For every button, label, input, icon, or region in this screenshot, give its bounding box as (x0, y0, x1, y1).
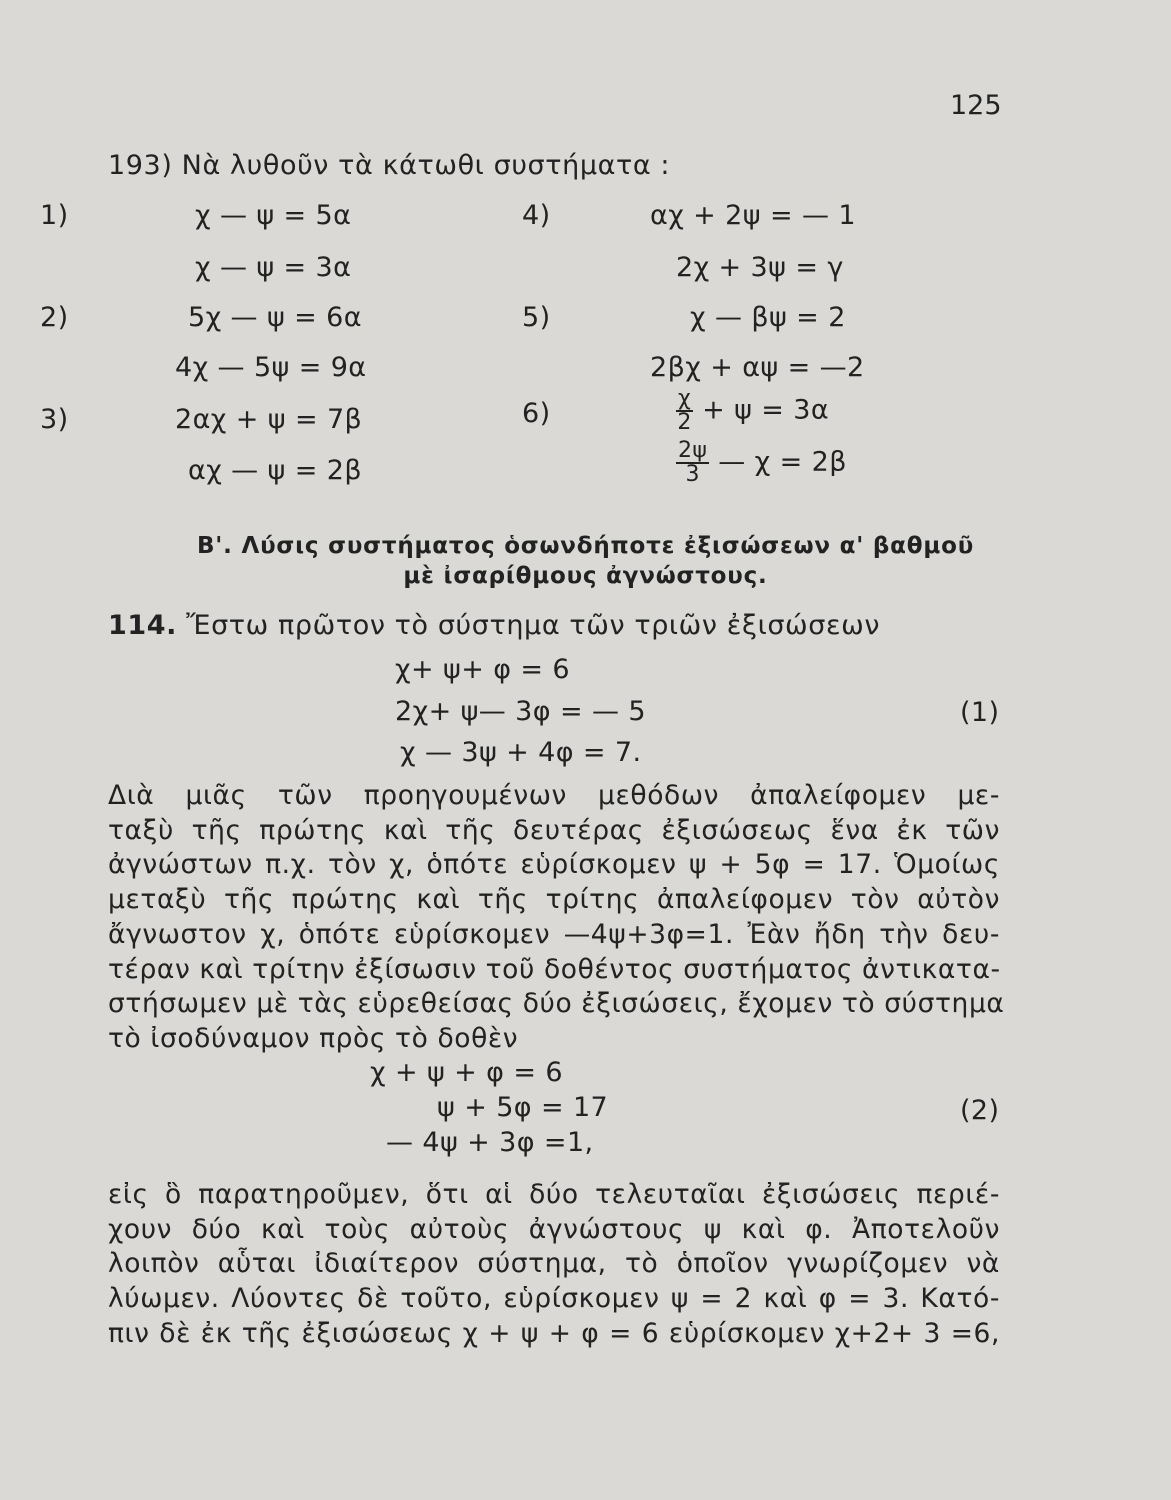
system-equation: 5χ — ψ = 6α (188, 302, 362, 333)
system-label: 5) (522, 302, 551, 333)
system-equation-fraction (676, 388, 829, 434)
paragraph-1 (108, 779, 1005, 1057)
system-equation: 2χ + 3ψ = γ (676, 252, 844, 283)
article-number: 114. (108, 610, 178, 641)
fraction (676, 440, 709, 486)
exercise-title: 193) Νὰ λυθοῦν τὰ κάτωθι συστήματα : (108, 150, 671, 181)
paragraph-line: μεταξὺ τῆς πρώτης καὶ τῆς τρίτης ἀπαλείφομεν τὸν αὐτὸν (108, 884, 1000, 916)
fraction-numerator: 2ψ (678, 438, 708, 463)
system-label: 2) (40, 302, 69, 333)
system-equation: χ — ψ = 5α (195, 200, 352, 231)
system-equation: 2αχ + ψ = 7β (175, 404, 363, 435)
fraction (676, 388, 693, 434)
article-intro (108, 610, 880, 641)
system1-label: (1) (960, 697, 1000, 728)
paragraph-line: πιν δὲ ἐκ τῆς ἐξισώσεως χ + ψ + φ = 6 εὑρίσκομεν χ+2+ 3 =6, (108, 1317, 1000, 1349)
paragraph-line: ταξὺ τῆς πρώτης καὶ τῆς δευτέρας ἐξισώσεως ἕνα ἐκ τῶν (108, 814, 1000, 846)
system-label: 1) (40, 200, 69, 231)
system1-equation: χ — 3ψ + 4φ = 7. (400, 737, 642, 768)
system-label: 6) (522, 398, 551, 429)
system-equation: 4χ — 5ψ = 9α (175, 352, 367, 383)
system-equation: χ — βψ = 2 (690, 302, 846, 333)
fraction-denominator: 2 (677, 410, 692, 435)
paragraph-line: εἰς ὃ παρατηροῦμεν, ὅτι αἱ δύο τελευταῖαι ἐξισώσεις περιέ- (108, 1179, 1000, 1210)
section-heading-line2: μὲ ἰσαρίθμους ἀγνώστους. (403, 563, 768, 589)
system1-equation: χ+ ψ+ φ = 6 (395, 654, 570, 685)
paragraph-line: λοιπὸν αὗται ἰδιαίτερον σύστημα, τὸ ὁποῖον γνωρίζομεν νὰ (108, 1248, 1000, 1280)
equation-rest: — χ = 2β (718, 446, 847, 478)
system-equation: χ — ψ = 3α (195, 252, 352, 283)
paragraph-line: χουν δύο καὶ τοὺς αὐτοὺς ἀγνώστους ψ καὶ φ. Ἀποτελοῦν (108, 1213, 1000, 1245)
paragraph-line: Διὰ μιᾶς τῶν προηγουμένων μεθόδων ἀπαλείφομεν με- (108, 780, 1000, 811)
page-number: 125 (950, 90, 1002, 121)
system2-equation: χ + ψ + φ = 6 (370, 1057, 563, 1088)
system1-equation: 2χ+ ψ— 3φ = — 5 (395, 696, 646, 727)
paragraph-2 (108, 1178, 1000, 1352)
system-equation: αχ — ψ = 2β (188, 455, 362, 486)
system-label: 4) (522, 200, 551, 231)
system-equation: 2βχ + αψ = —2 (650, 352, 865, 383)
system-label: 3) (40, 404, 69, 435)
section-heading-line1: Β'. Λύσις συστήματος ὁσωνδήποτε ἐξισώσεων α' βαθμοῦ (196, 533, 975, 559)
paragraph-line: λύωμεν. Λύοντες δὲ τοῦτο, εὑρίσκομεν ψ = 2 καὶ φ = 3. Κατό- (108, 1283, 1000, 1315)
paragraph-line: ἄγνωστον χ, ὁπότε εὑρίσκομεν —4ψ+3φ=1. Ἐὰν ἤδη τὴν δευ- (108, 918, 1000, 950)
system2-equation: — 4ψ + 3φ =1, (386, 1127, 594, 1158)
article-intro-text: Ἔστω πρῶτον τὸ σύστημα τῶν τριῶν ἐξισώσεων (186, 610, 881, 641)
system2-label: (2) (960, 1095, 1000, 1126)
paragraph-line: τὸ ἰσοδύναμον πρὸς τὸ δοθὲν (108, 1022, 519, 1054)
fraction-numerator: χ (678, 386, 692, 411)
fraction-denominator: 3 (685, 462, 700, 487)
system-equation: αχ + 2ψ = — 1 (650, 200, 856, 231)
system2-equation: ψ + 5φ = 17 (437, 1092, 609, 1123)
system-equation-fraction (676, 440, 847, 486)
equation-rest: + ψ = 3α (702, 394, 830, 426)
paragraph-line: στήσωμεν μὲ τὰς εὑρεθείσας δύο ἐξισώσεις, ἔχομεν τὸ σύστημα (108, 988, 1005, 1020)
paragraph-line: ἀγνώστων π.χ. τὸν χ, ὁπότε εὑρίσκομεν ψ + 5φ = 17. Ὁμοίως (108, 849, 1000, 881)
paragraph-line: τέραν καὶ τρίτην ἐξίσωσιν τοῦ δοθέντος συστήματος ἀντικατα- (108, 953, 1001, 985)
